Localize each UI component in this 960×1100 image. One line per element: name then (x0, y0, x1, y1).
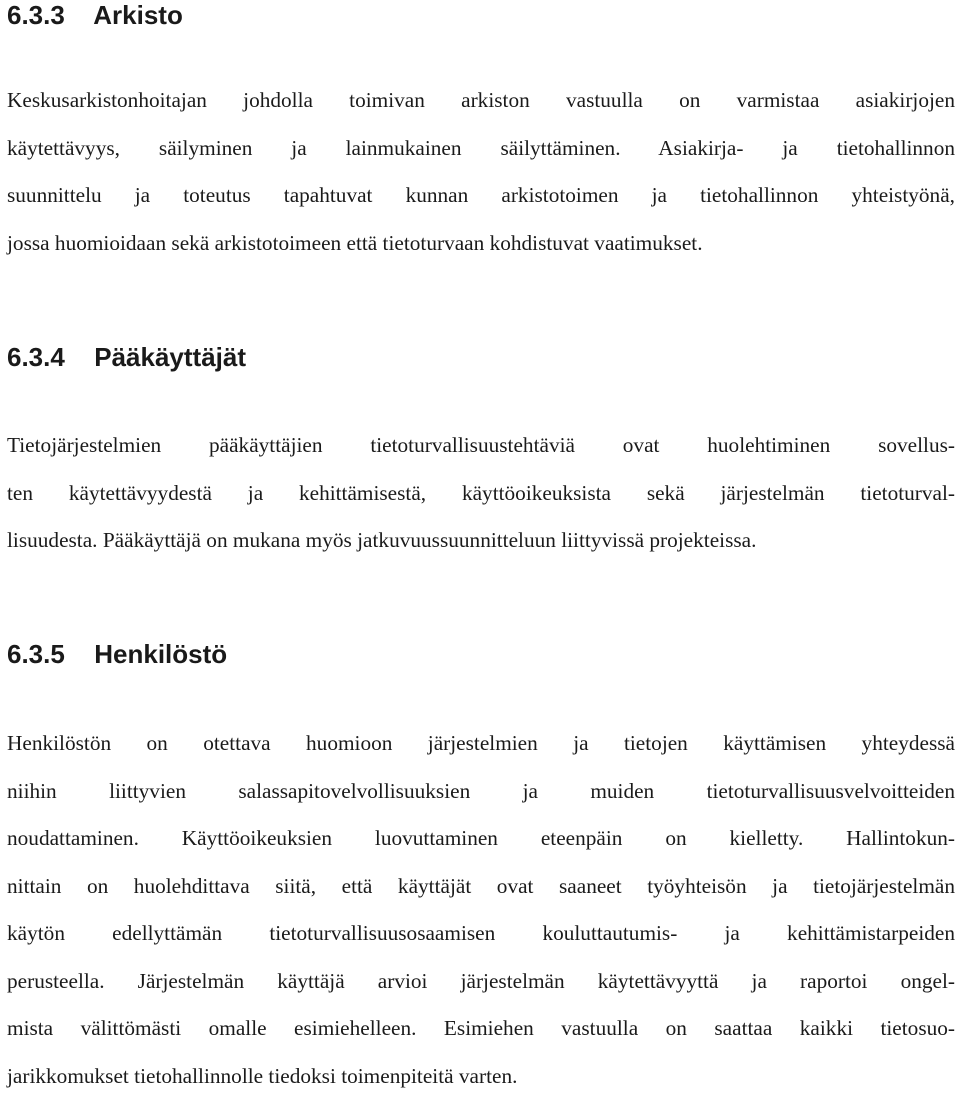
paragraph-paakayttajat (7, 422, 955, 565)
text-line: lisuudesta. Pääkäyttäjä on mukana myös jatkuvuussuunnitteluun liittyvissä projekteissa. (7, 517, 955, 565)
section-number: 6.3.4 (7, 342, 87, 372)
text-line: käytettävyys, säilyminen ja lainmukainen säilyttäminen. Asiakirja- ja tietohallinnon (7, 125, 955, 173)
text-line: nittain on huolehdittava siitä, että käyttäjät ovat saaneet työyhteisön ja tietojärjestelmän (7, 863, 955, 911)
text-line: ten käytettävyydestä ja kehittämisestä, käyttöoikeuksista sekä järjestelmän tietoturval- (7, 470, 955, 518)
section-number: 6.3.5 (7, 639, 87, 669)
text-line: jarikkomukset tietohallinnolle tiedoksi toimenpiteitä varten. (7, 1053, 955, 1100)
section-title: Pääkäyttäjät (94, 342, 246, 372)
text-line: niihin liittyvien salassapitovelvollisuuksien ja muiden tietoturvallisuusvelvoitteiden (7, 768, 955, 816)
section-heading-paakayttajat (7, 342, 246, 372)
section-heading-arkisto (7, 0, 183, 30)
section-title: Henkilöstö (94, 639, 227, 669)
section-heading-henkilosto (7, 639, 227, 669)
section-title: Arkisto (93, 0, 183, 30)
text-line: noudattaminen. Käyttöoikeuksien luovuttaminen eteenpäin on kielletty. Hallintokun- (7, 815, 955, 863)
text-line: perusteella. Järjestelmän käyttäjä arvioi järjestelmän käytettävyyttä ja raportoi ongel- (7, 958, 955, 1006)
text-line: suunnittelu ja toteutus tapahtuvat kunnan arkistotoimen ja tietohallinnon yhteistyönä, (7, 172, 955, 220)
text-line: Henkilöstön on otettava huomioon järjestelmien ja tietojen käyttämisen yhteydessä (7, 720, 955, 768)
text-line: Keskusarkistonhoitajan johdolla toimivan arkiston vastuulla on varmistaa asiakirjojen (7, 77, 955, 125)
paragraph-henkilosto (7, 720, 955, 1100)
text-line: mista välittömästi omalle esimiehelleen. Esimiehen vastuulla on saattaa kaikki tietosuo- (7, 1005, 955, 1053)
section-number: 6.3.3 (7, 0, 87, 30)
text-line: käytön edellyttämän tietoturvallisuusosaamisen kouluttautumis- ja kehittämistarpeiden (7, 910, 955, 958)
text-line: jossa huomioidaan sekä arkistotoimeen että tietoturvaan kohdistuvat vaatimukset. (7, 220, 955, 268)
paragraph-arkisto (7, 77, 955, 267)
text-line: Tietojärjestelmien pääkäyttäjien tietoturvallisuustehtäviä ovat huolehtiminen sovellus- (7, 422, 955, 470)
